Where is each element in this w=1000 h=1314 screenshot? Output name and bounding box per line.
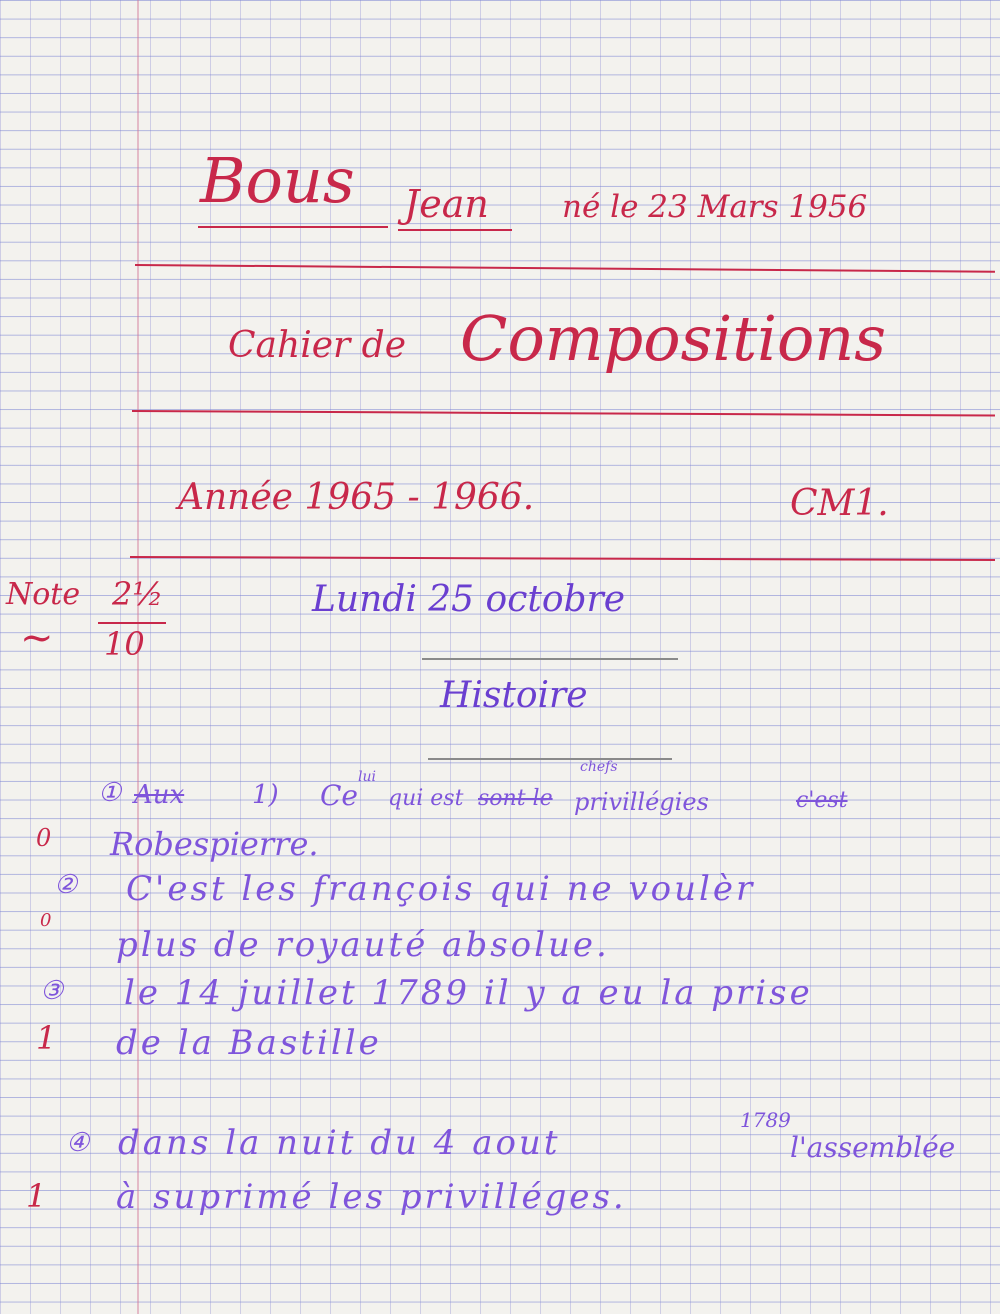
- class-level: CM1.: [790, 483, 889, 524]
- q4-insert-year: 1789: [740, 1108, 791, 1132]
- q3-number: ③: [40, 976, 64, 1006]
- q2-answer-line1: C'est les françois qui ne voulèr: [126, 869, 756, 909]
- q4-grade: 1: [26, 1177, 47, 1215]
- q3-answer-line1: le 14 juillet 1789 il y a eu la prise: [124, 973, 813, 1013]
- header-rule-2: [132, 410, 995, 417]
- q2-number: ②: [54, 870, 78, 900]
- q2-grade: 0: [40, 910, 52, 931]
- q1-number: ①: [98, 778, 122, 808]
- cahier-prefix: Cahier de: [228, 325, 407, 366]
- composition-date: Lundi 25 octobre: [312, 579, 626, 620]
- q2-answer-line2: plus de royauté absolue.: [116, 925, 610, 965]
- header-rule-1: [135, 264, 995, 273]
- birth-date: né le 23 Mars 1956: [562, 189, 868, 225]
- q1-struck-word: Aux: [134, 780, 185, 810]
- q1-grade: 0: [36, 824, 52, 852]
- firstname-underline: [398, 229, 512, 231]
- q1-qui-est: qui est: [388, 786, 464, 811]
- surname-underline: [198, 226, 388, 228]
- q1-answer-line2: Robespierre.: [110, 825, 319, 863]
- q1-privilegies: privillégies: [574, 788, 709, 816]
- q1-insert-lui: lui: [358, 769, 376, 785]
- q1-struck-cest: c'est: [796, 788, 848, 813]
- subject-rule-top: [422, 658, 678, 660]
- cahier-title: Compositions: [460, 302, 887, 375]
- firstname: Jean: [404, 182, 489, 226]
- q4-answer-line1: dans la nuit du 4 aout: [118, 1123, 561, 1163]
- q4-number: ④: [66, 1128, 90, 1158]
- q1-lead: 1): [252, 780, 279, 810]
- note-score: 2½: [112, 575, 164, 613]
- school-year: Année 1965 - 1966.: [178, 477, 535, 518]
- subject-rule-bottom: [428, 758, 672, 760]
- q1-insert-chefs: chefs: [580, 759, 618, 775]
- q3-answer-line2: de la Bastille: [116, 1023, 382, 1063]
- note-tilde: ~: [20, 615, 54, 661]
- q1-word-ce: Ce: [320, 779, 358, 812]
- q4-answer-line2: à suprimé les privilléges.: [116, 1177, 627, 1217]
- surname: Bous: [200, 144, 355, 217]
- note-fraction-bar: [98, 622, 166, 624]
- note-total: 10: [104, 625, 145, 663]
- subject-title: Histoire: [440, 675, 588, 716]
- header-rule-3: [130, 556, 995, 561]
- note-label: Note: [6, 577, 81, 612]
- q1-struck-sont-le: sont le: [478, 786, 553, 811]
- q3-grade: 1: [36, 1019, 57, 1057]
- q4-assemblee: l'assemblée: [790, 1131, 956, 1164]
